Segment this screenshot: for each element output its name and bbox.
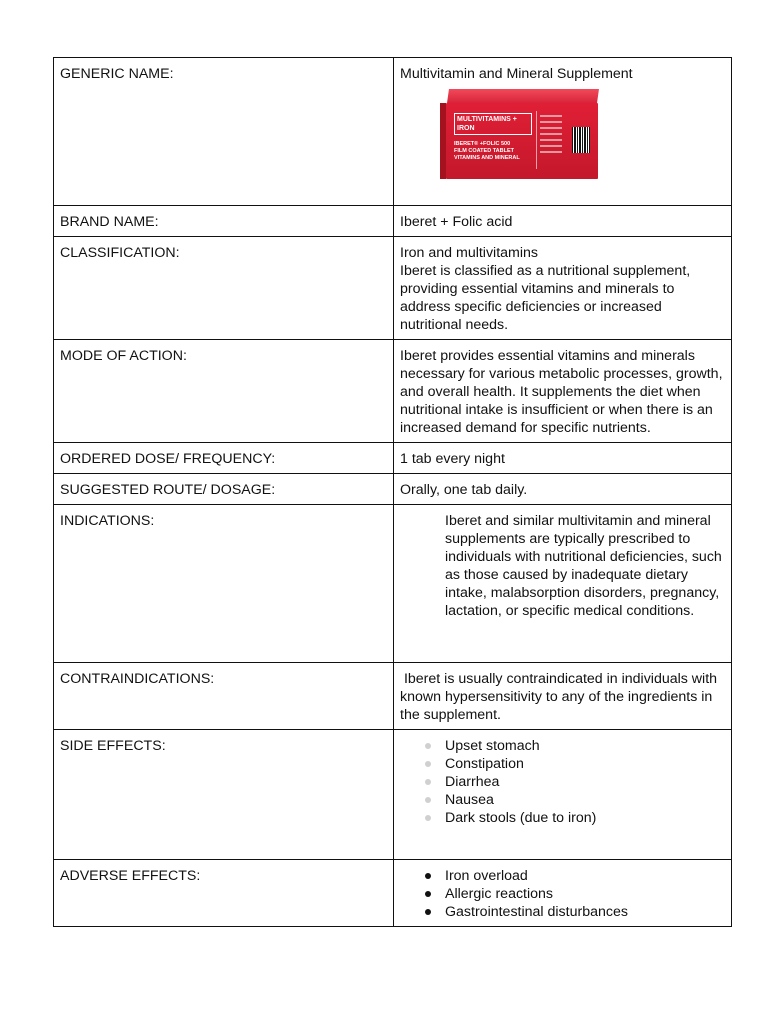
- box-top: [447, 89, 599, 103]
- box-title-line1: MULTIVITAMINS +: [457, 116, 517, 123]
- box-subtitle-line2: FILM COATED TABLET: [454, 148, 514, 154]
- table-row: [54, 505, 732, 663]
- row-label-classification: CLASSIFICATION:: [54, 237, 394, 340]
- table-row: [54, 474, 732, 505]
- side-effects-list: [400, 737, 725, 827]
- box-subtitle-line1: IBERET® +FOLIC 500: [454, 141, 511, 147]
- row-label-contraindications: CONTRAINDICATIONS:: [54, 663, 394, 730]
- box-subtitle-line3: VITAMINS AND MINERAL: [454, 155, 520, 161]
- box-title: [454, 113, 532, 135]
- box-info-panel: [536, 111, 565, 169]
- generic-name-text: Multivitamin and Mineral Supplement: [400, 66, 633, 82]
- row-value-indications: [394, 505, 732, 663]
- row-label-adverse-effects: ADVERSE EFFECTS:: [54, 860, 394, 927]
- row-label-ordered-dose: ORDERED DOSE/ FREQUENCY:: [54, 443, 394, 474]
- row-label-side-effects: SIDE EFFECTS:: [54, 730, 394, 860]
- row-value-generic-name: [394, 58, 732, 206]
- row-value-adverse-effects: [394, 860, 732, 927]
- row-value-classification: [394, 237, 732, 340]
- row-value-ordered-dose: 1 tab every night: [394, 443, 732, 474]
- list-item: Nausea: [445, 791, 725, 809]
- table-row: [54, 663, 732, 730]
- table-row: [54, 58, 732, 206]
- table-row: [54, 340, 732, 443]
- row-label-generic-name: GENERIC NAME:: [54, 58, 394, 206]
- box-title-line2: IRON: [457, 125, 475, 132]
- list-item: Constipation: [445, 755, 725, 773]
- table-row: [54, 730, 732, 860]
- row-value-side-effects: [394, 730, 732, 860]
- indications-text: Iberet and similar multivitamin and mineral supplements are typically prescribed to individuals with nutritional deficiencies, such as those caused by inadequate dietary intake, malabsorption disorders, pregnancy, lactation, or specific medical conditions.: [445, 513, 722, 619]
- list-item: Allergic reactions: [445, 885, 725, 903]
- table-row: [54, 237, 732, 340]
- drug-study-table: [53, 57, 732, 927]
- adverse-effects-list: [400, 867, 725, 921]
- row-value-brand-name: Iberet + Folic acid: [394, 206, 732, 237]
- box-subtitle: [454, 141, 520, 162]
- list-item: Upset stomach: [445, 737, 725, 755]
- row-value-suggested-route: Orally, one tab daily.: [394, 474, 732, 505]
- table-row: [54, 860, 732, 927]
- row-value-contraindications: Iberet is usually contraindicated in individuals with known hypersensitivity to any of the ingredients in the supplement.: [394, 663, 732, 730]
- barcode-icon: [572, 127, 590, 153]
- classification-line-2: Iberet is classified as a nutritional supplement, providing essential vitamins and minerals to address specific deficiencies or increased nutritional needs.: [400, 263, 691, 333]
- classification-line-1: Iron and multivitamins: [400, 245, 538, 261]
- row-label-mode-of-action: MODE OF ACTION:: [54, 340, 394, 443]
- row-label-indications: INDICATIONS:: [54, 505, 394, 663]
- list-item: Iron overload: [445, 867, 725, 885]
- list-item: Diarrhea: [445, 773, 725, 791]
- row-label-suggested-route: SUGGESTED ROUTE/ DOSAGE:: [54, 474, 394, 505]
- table-row: [54, 443, 732, 474]
- product-box-image: [436, 89, 606, 181]
- list-item: Gastrointestinal disturbances: [445, 903, 725, 921]
- row-value-mode-of-action: Iberet provides essential vitamins and minerals necessary for various metabolic processes, growth, and overall health. It supplements the diet when nutritional intake is insufficient or when there is an increased demand for specific nutrients.: [394, 340, 732, 443]
- list-item: Dark stools (due to iron): [445, 809, 725, 827]
- row-label-brand-name: BRAND NAME:: [54, 206, 394, 237]
- table-row: [54, 206, 732, 237]
